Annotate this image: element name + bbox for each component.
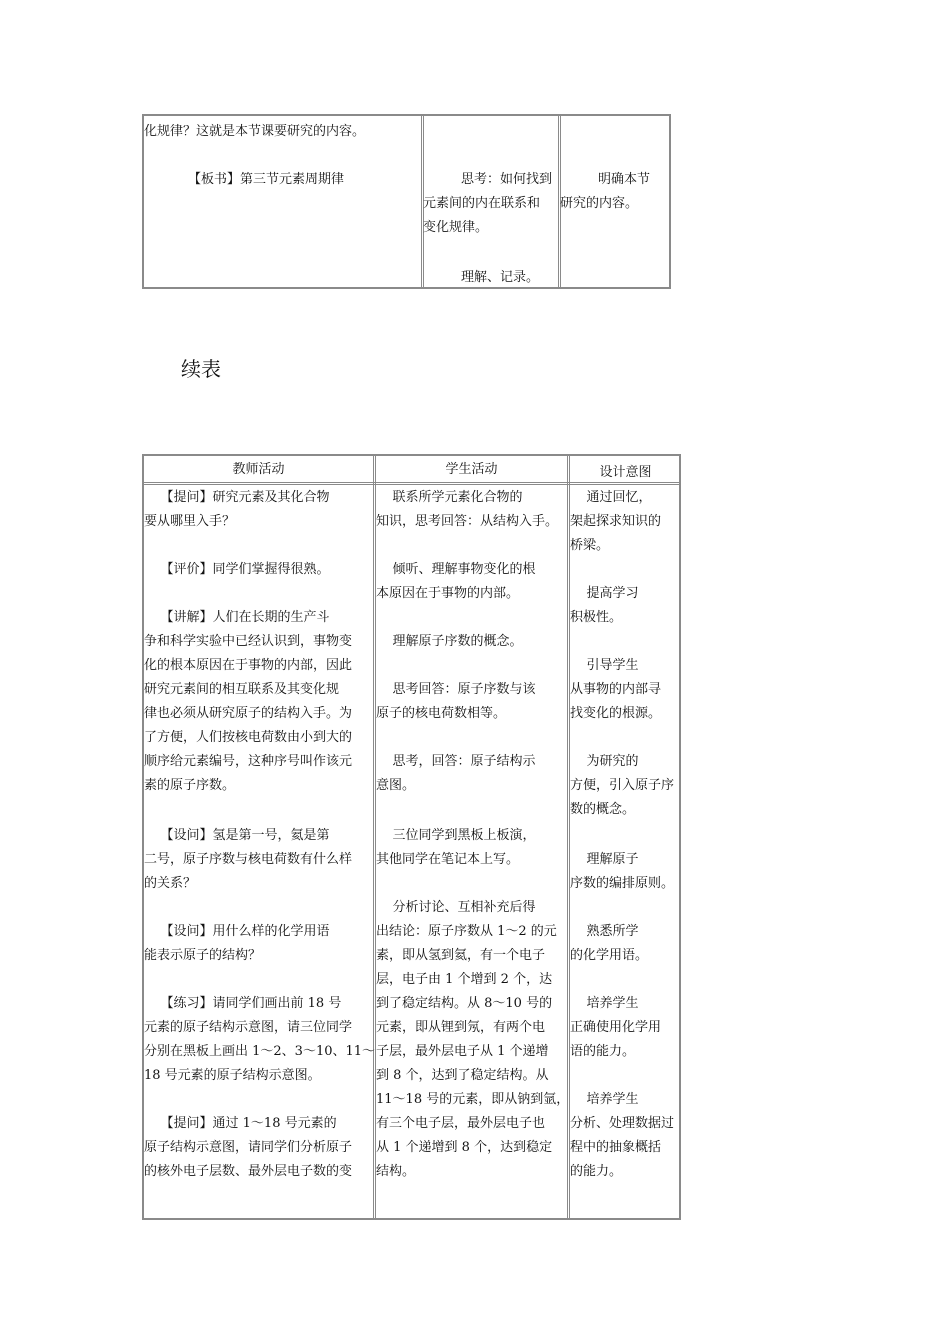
student-text: 变化规律。: [423, 220, 489, 235]
teacher-text: 化规律？这就是本节课要研究的内容。: [144, 124, 366, 139]
student-line: 到 8 个，达到了稳定结构。从: [376, 1068, 549, 1083]
teacher-line: 能表示原子的结构？: [144, 948, 262, 963]
design-line: 找变化的根源。: [570, 706, 662, 721]
student-line: 原子的核电荷数相等。: [376, 706, 507, 721]
student-line: 出结论：原子序数从 1～2 的元: [376, 924, 557, 939]
student-line: 元素，即从锂到氖，有两个电: [376, 1020, 546, 1035]
table-main: [142, 454, 681, 1220]
student-text: 思考：如何找到: [461, 172, 553, 187]
teacher-line: 二号，原子序数与核电荷数有什么样: [144, 852, 353, 867]
student-line: 思考，回答：原子结构示: [376, 754, 536, 769]
teacher-line: 分别在黑板上画出 1～2、3～10、11～: [144, 1044, 376, 1059]
design-line: 程中的抽象概括: [570, 1140, 662, 1155]
student-line: 其他同学在笔记本上写。: [376, 852, 520, 867]
student-line: 有三个电子层，最外层电子也: [376, 1116, 546, 1131]
student-line: 理解原子序数的概念。: [376, 634, 523, 649]
design-line: 方便，引入原子序: [570, 778, 675, 793]
teacher-line: 的核外电子层数、最外层电子数的变: [144, 1164, 353, 1179]
design-line: 培养学生: [570, 996, 639, 1011]
teacher-line: 【提问】研究元素及其化合物: [144, 490, 330, 505]
design-line: 的能力。: [570, 1164, 623, 1179]
design-line: 从事物的内部寻: [570, 682, 662, 697]
student-line: 到了稳定结构。从 8～10 号的: [376, 996, 553, 1011]
student-line: 从 1 个递增到 8 个，达到稳定: [376, 1140, 553, 1155]
design-text: 明确本节: [598, 172, 651, 187]
teacher-line: 争和科学实验中已经认识到，事物变: [144, 634, 353, 649]
student-line: 分析讨论、互相补充后得: [376, 900, 536, 915]
teacher-text: 【板书】第三节元素周期律: [188, 172, 345, 187]
header-design: 设计意图: [599, 465, 652, 480]
design-line: 培养学生: [570, 1092, 639, 1107]
teacher-line: 【练习】请同学们画出前 18 号: [144, 996, 342, 1011]
teacher-line: 要从哪里入手？: [144, 514, 236, 529]
student-line: 知识，思考回答：从结构入手。: [376, 514, 559, 529]
design-line: 的化学用语。: [570, 948, 649, 963]
design-line: 分析、处理数据过: [570, 1116, 675, 1131]
design-line: 积极性。: [570, 610, 623, 625]
teacher-column: [144, 456, 376, 1218]
continuation-title: 续表: [181, 357, 221, 381]
student-text: 元素间的内在联系和: [423, 196, 541, 211]
design-line: 正确使用化学用: [570, 1020, 662, 1035]
teacher-line: 原子结构示意图，请同学们分析原子: [144, 1140, 353, 1155]
teacher-line: 顺序给元素编号，这种序号叫作该元: [144, 754, 353, 769]
design-line: 为研究的: [570, 754, 639, 769]
design-line: 提高学习: [570, 586, 639, 601]
design-line: 序数的编排原则。: [570, 876, 675, 891]
teacher-line: 18 号元素的原子结构示意图。: [144, 1068, 321, 1083]
design-line: 引导学生: [570, 658, 639, 673]
student-line: 子层，最外层电子从 1 个递增: [376, 1044, 549, 1059]
teacher-line: 【讲解】人们在长期的生产斗: [144, 610, 330, 625]
design-line: 理解原子: [570, 852, 639, 867]
teacher-line: 律也必须从研究原子的结构入手。为: [144, 706, 353, 721]
student-line: 层，电子由 1 个增到 2 个，达: [376, 972, 553, 987]
teacher-cell: [144, 116, 420, 287]
teacher-line: 素的原子序数。: [144, 778, 236, 793]
student-line: 11～18 号的元素，即从钠到氩，: [376, 1092, 570, 1107]
design-text: 研究的内容。: [560, 196, 639, 211]
student-line: 结构。: [376, 1164, 416, 1179]
design-line: 架起探求知识的: [570, 514, 662, 529]
teacher-line: 【评价】同学们掌握得很熟。: [144, 562, 330, 577]
teacher-line: 了方便，人们按核电荷数由小到大的: [144, 730, 353, 745]
design-line: 通过回忆，: [570, 490, 652, 505]
design-line: 熟悉所学: [570, 924, 639, 939]
student-line: 意图。: [376, 778, 416, 793]
teacher-line: 【设问】氢是第一号，氦是第: [144, 828, 330, 843]
header-teacher: 教师活动: [232, 462, 285, 477]
student-line: 倾听、理解事物变化的根: [376, 562, 536, 577]
header-student: 学生活动: [445, 462, 498, 477]
design-column: [570, 456, 681, 1218]
student-line: 本原因在于事物的内部。: [376, 586, 520, 601]
design-line: 桥梁。: [570, 538, 610, 553]
design-line: 语的能力。: [570, 1044, 636, 1059]
teacher-line: 元素的原子结构示意图，请三位同学: [144, 1020, 353, 1035]
student-text: 理解、记录。: [461, 270, 540, 285]
teacher-line: 的关系？: [144, 876, 197, 891]
student-column: [376, 456, 570, 1218]
design-cell: [560, 116, 670, 287]
teacher-line: 研究元素间的相互联系及其变化规: [144, 682, 340, 697]
teacher-line: 【设问】用什么样的化学用语: [144, 924, 330, 939]
teacher-line: 化的根本原因在于事物的内部，因此: [144, 658, 353, 673]
table-top: [142, 114, 671, 289]
design-line: 数的概念。: [570, 802, 636, 817]
student-line: 联系所学元素化合物的: [376, 490, 523, 505]
student-line: 素，即从氢到氦，有一个电子: [376, 948, 546, 963]
student-line: 三位同学到黑板上板演，: [376, 828, 536, 843]
student-line: 思考回答：原子序数与该: [376, 682, 536, 697]
teacher-line: 【提问】通过 1～18 号元素的: [144, 1116, 337, 1131]
student-cell: [423, 116, 558, 287]
